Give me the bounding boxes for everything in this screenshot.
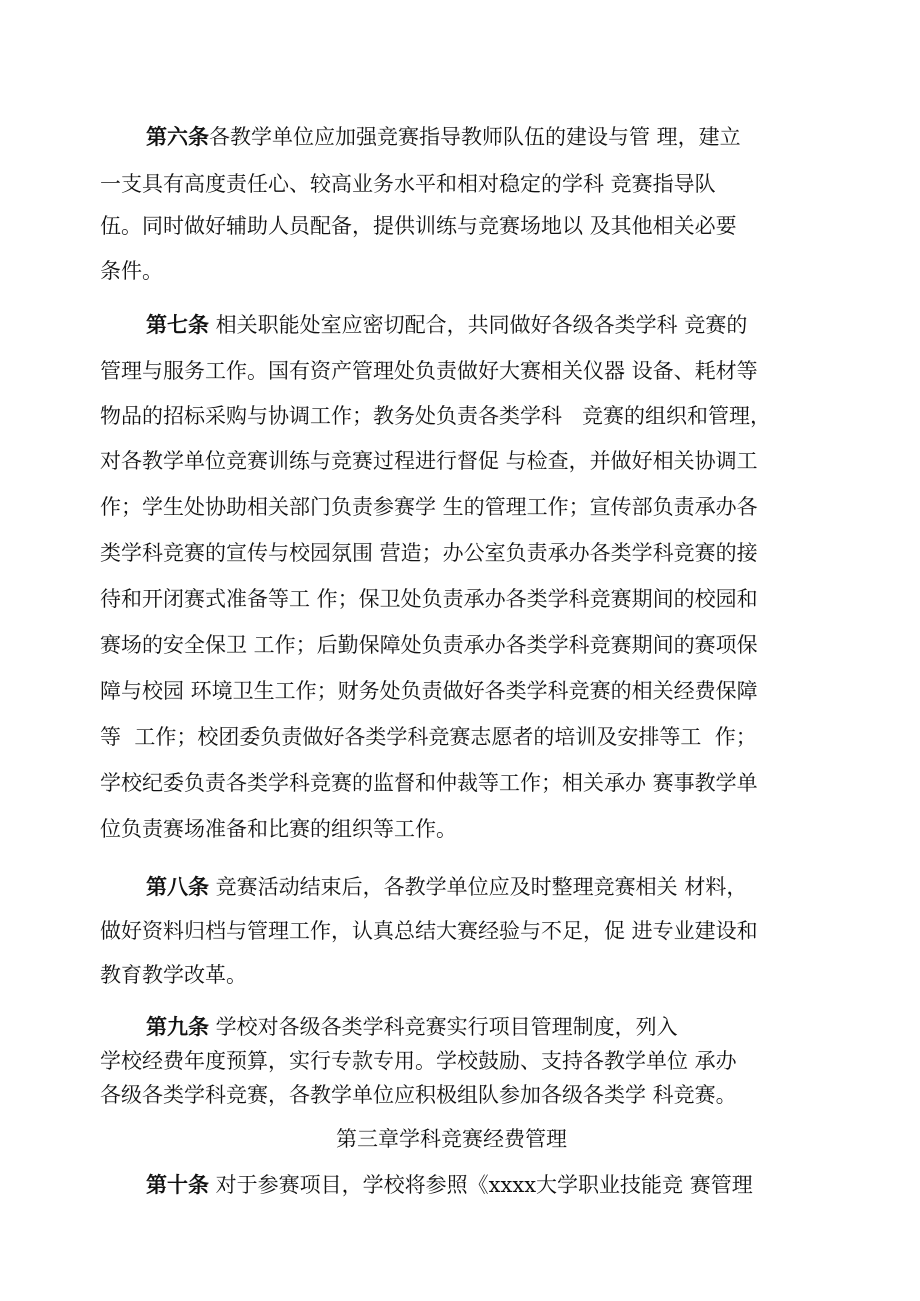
article-7-line-5: 作；学生处协助相关部门负责参赛学 生的管理工作；宣传部负责承办各 — [100, 495, 758, 519]
article-8-text: 竞赛活动结束后，各教学单位应及时整理竞赛相关 材料， — [209, 875, 748, 899]
article-7-line-7: 待和开闭赛式准备等工 作；保卫处负责承办各类学科竞赛期间的校园和 — [100, 587, 758, 611]
article-7-line-8: 赛场的安全保卫 工作；后勤保障处负责承办各类学科竞赛期间的赛项保 — [100, 633, 758, 657]
article-6-line-1 — [146, 122, 741, 152]
article-10-text: 对于参赛项目，学校将参照《xxxx大学职业技能竞 赛管理 — [209, 1173, 753, 1197]
article-10-label: 第十条 — [146, 1172, 209, 1197]
article-7-line-9: 障与校园 环境卫生工作；财务处负责做好各类学科竞赛的相关经费保障 — [100, 679, 758, 703]
article-9-text: 学校对各级各类学科竞赛实行项目管理制度，列入 — [209, 1015, 678, 1039]
article-9-line-1 — [146, 1012, 678, 1042]
chapter-3-heading: 第三章学科竞赛经费管理 — [336, 1127, 567, 1151]
article-8-line-2: 做好资料归档与管理工作，认真总结大赛经验与不足，促 进专业建设和 — [100, 919, 758, 943]
article-7-line-6: 类学科竞赛的宣传与校园氛围 营造；办公室负责承办各类学科竞赛的接 — [100, 541, 758, 565]
article-7-label: 第七条 — [146, 312, 209, 337]
article-7-line-12: 位负责赛场准备和比赛的组织等工作。 — [100, 817, 457, 841]
article-7-line-10: 等 工作；校团委负责做好各类学科竞赛志愿者的培训及安排等工 作； — [100, 725, 757, 749]
article-7-line-1 — [146, 310, 747, 340]
article-8-line-1 — [146, 872, 747, 902]
article-7-text: 相关职能处室应密切配合，共同做好各级各类学科 竞赛的 — [209, 313, 748, 337]
article-9-line-3: 各级各类学科竞赛，各教学单位应积极组队参加各级各类学 科竞赛。 — [100, 1083, 737, 1107]
article-9-line-2: 学校经费年度预算，实行专款专用。学校鼓励、支持各教学单位 承办 — [100, 1049, 737, 1073]
article-9-label: 第九条 — [146, 1014, 209, 1039]
article-8-line-3: 教育教学改革。 — [100, 963, 247, 987]
article-10-line-1 — [146, 1170, 753, 1200]
article-6-label: 第六条 — [146, 124, 209, 149]
article-6-line-4: 条件。 — [100, 259, 163, 283]
article-7-line-3: 物品的招标采购与协调工作；教务处负责各类学科 竞赛的组织和管理， — [100, 404, 772, 428]
article-7-line-11: 学校纪委负责各类学科竞赛的监督和仲裁等工作；相关承办 赛事教学单 — [100, 771, 758, 795]
article-6-line-2: 一支具有高度责任心、较高业务水平和相对稳定的学科 竞赛指导队 — [100, 172, 716, 196]
article-6-text: 各教学单位应加强竞赛指导教师队伍的建设与管 理，建立 — [209, 125, 741, 149]
article-6-line-3: 伍。同时做好辅助人员配备，提供训练与竞赛场地以 及其他相关必要 — [100, 214, 737, 238]
article-7-line-2: 管理与服务工作。国有资产管理处负责做好大赛相关仪器 设备、耗材等 — [100, 359, 758, 383]
article-7-line-4: 对各教学单位竞赛训练与竞赛过程进行督促 与检查，并做好相关协调工 — [100, 449, 758, 473]
article-8-label: 第八条 — [146, 874, 209, 899]
